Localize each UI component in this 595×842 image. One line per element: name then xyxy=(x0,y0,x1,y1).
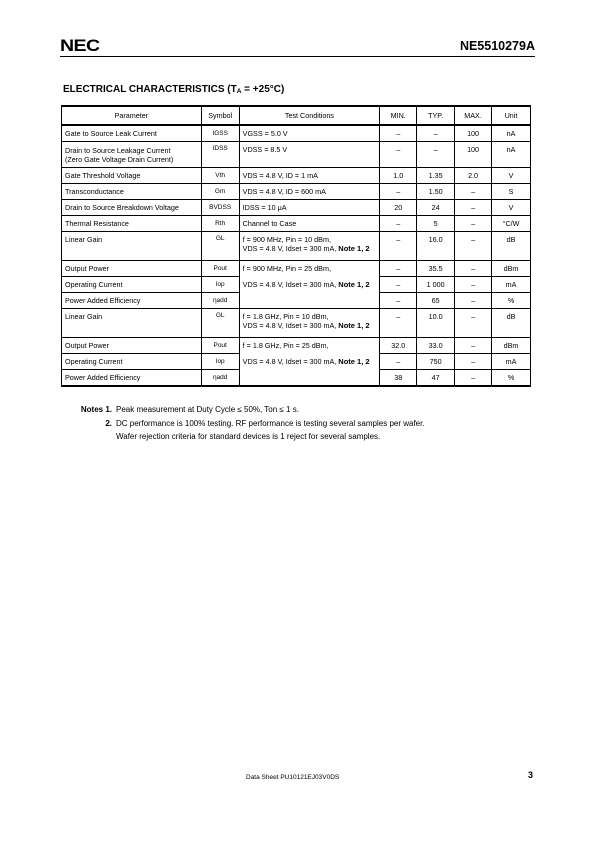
cell-symbol: Gm xyxy=(201,184,239,200)
cell-min: 20 xyxy=(380,200,417,216)
cell-max: – xyxy=(455,370,492,387)
col-header-unit: Unit xyxy=(492,106,531,125)
cell-unit: dB xyxy=(492,309,531,338)
cell-min: – xyxy=(380,293,417,309)
cell-max: 100 xyxy=(455,142,492,168)
note-text: Wafer rejection criteria for standard devices is 1 reject for several samples. xyxy=(116,432,381,441)
col-header-parameter: Parameter xyxy=(62,106,202,125)
table-row xyxy=(62,142,531,168)
cell-min: 1.0 xyxy=(380,168,417,184)
cell-typ: 65 xyxy=(417,293,455,309)
cell-unit: S xyxy=(492,184,531,200)
cell-max: 2.0 xyxy=(455,168,492,184)
part-number: NE5510279A xyxy=(459,39,535,53)
condition-line: VDS = 4.8 V, Idset = 300 mA, Note 1, 2 xyxy=(242,244,370,253)
condition-line: f = 1.8 GHz, Pin = 10 dBm, xyxy=(242,312,329,321)
cell-max: – xyxy=(455,216,492,232)
cell-symbol: Rth xyxy=(201,216,239,232)
cell-conditions: VDS = 4.8 V, Idset = 300 mA, Note 1, 2 xyxy=(239,277,380,293)
cell-parameter: Gate Threshold Voltage xyxy=(62,168,202,184)
cell-typ: 10.0 xyxy=(417,309,455,338)
cell-max: – xyxy=(455,277,492,293)
cell-conditions: IDSS = 10 μA xyxy=(239,200,380,216)
cell-parameter: Power Added Efficiency xyxy=(62,370,202,387)
cell-symbol: IGSS xyxy=(201,125,239,142)
cell-parameter: Drain to Source Breakdown Voltage xyxy=(62,200,202,216)
cell-conditions: VGSS = 5.0 V xyxy=(239,125,380,142)
cell-conditions xyxy=(239,370,380,387)
cell-min: – xyxy=(380,216,417,232)
cell-conditions: f = 900 MHz, Pin = 25 dBm, xyxy=(239,261,380,277)
cell-parameter: Gate to Source Leak Current xyxy=(62,125,202,142)
parameter-line: Drain to Source Leakage Current xyxy=(65,145,171,155)
cell-symbol: IDSS xyxy=(201,142,239,168)
table-row xyxy=(62,309,531,338)
table-header-row xyxy=(62,106,531,125)
cell-max: – xyxy=(455,338,492,354)
cell-typ: – xyxy=(417,125,455,142)
cell-conditions: f = 1.8 GHz, Pin = 25 dBm, xyxy=(239,338,380,354)
cell-typ: 33.0 xyxy=(417,338,455,354)
cell-unit: dB xyxy=(492,232,531,261)
note-item xyxy=(72,417,425,431)
note-label xyxy=(72,430,116,444)
cell-min: – xyxy=(380,309,417,338)
cell-max: – xyxy=(455,261,492,277)
cell-unit: °C/W xyxy=(492,216,531,232)
cell-conditions: VDS = 4.8 V, ID = 600 mA xyxy=(239,184,380,200)
cell-symbol: Pout xyxy=(201,261,239,277)
cell-max: – xyxy=(455,184,492,200)
col-header-min: MIN. xyxy=(380,106,417,125)
cell-typ: 1 000 xyxy=(417,277,455,293)
cell-max: – xyxy=(455,309,492,338)
cell-unit: nA xyxy=(492,142,531,168)
table-row xyxy=(62,200,531,216)
cell-symbol: GL xyxy=(201,232,239,261)
cell-typ: 47 xyxy=(417,370,455,387)
table-row xyxy=(62,184,531,200)
cell-unit: % xyxy=(492,370,531,387)
cell-parameter: Thermal Resistance xyxy=(62,216,202,232)
note-label: 2. xyxy=(105,418,112,428)
cell-symbol: GL xyxy=(201,309,239,338)
header-divider xyxy=(60,56,535,57)
cell-typ: 5 xyxy=(417,216,455,232)
col-header-typ: TYP. xyxy=(417,106,455,125)
cell-min: – xyxy=(380,142,417,168)
note-reference: Note 1, 2 xyxy=(338,280,370,289)
table-row xyxy=(62,338,531,354)
cell-max: – xyxy=(455,354,492,370)
table-row xyxy=(62,216,531,232)
cell-unit: V xyxy=(492,200,531,216)
cell-max: 100 xyxy=(455,125,492,142)
cell-unit: mA xyxy=(492,354,531,370)
note-reference: Note 1, 2 xyxy=(338,357,370,366)
cell-unit: V xyxy=(492,168,531,184)
section-title: ELECTRICAL CHARACTERISTICS $(T_A = +25^\circ C)$ xyxy=(63,84,285,95)
table-row xyxy=(62,168,531,184)
cell-parameter: Transconductance xyxy=(62,184,202,200)
cell-unit: % xyxy=(492,293,531,309)
cell-parameter: Power Added Efficiency xyxy=(62,293,202,309)
cell-symbol: Vth xyxy=(201,168,239,184)
cell-parameter: Operating Current xyxy=(62,354,202,370)
col-header-test-conditions: Test Conditions xyxy=(239,106,380,125)
table-row xyxy=(62,277,531,293)
note-item xyxy=(72,403,425,417)
cell-min: – xyxy=(380,232,417,261)
condition-line: f = 900 MHz, Pin = 10 dBm, xyxy=(242,235,331,244)
table-row xyxy=(62,370,531,387)
note-reference: Note 1, 2 xyxy=(338,244,370,253)
cell-conditions: Channel to Case xyxy=(239,216,380,232)
table-row xyxy=(62,293,531,309)
cell-min: 32.0 xyxy=(380,338,417,354)
cell-typ: 24 xyxy=(417,200,455,216)
cell-unit: nA xyxy=(492,125,531,142)
table-row xyxy=(62,354,531,370)
cell-typ: 1.50 xyxy=(417,184,455,200)
cell-conditions xyxy=(239,293,380,309)
parameter-line: (Zero Gate Voltage Drain Current) xyxy=(65,154,174,164)
cell-min: 38 xyxy=(380,370,417,387)
note-text: DC performance is 100% testing. RF performance is testing several samples per wafer. xyxy=(116,418,425,428)
notes-block xyxy=(72,403,425,444)
cell-symbol: Pout xyxy=(201,338,239,354)
note-label: Notes 1. xyxy=(80,405,112,414)
cell-typ: 750 xyxy=(417,354,455,370)
cell-parameter: Linear Gain xyxy=(62,309,202,338)
cell-parameter: Linear Gain xyxy=(62,232,202,261)
cell-parameter: Output Power xyxy=(62,261,202,277)
cell-min: – xyxy=(380,184,417,200)
cell-min: – xyxy=(380,261,417,277)
cell-unit: dBm xyxy=(492,261,531,277)
page-number: 3 xyxy=(527,770,533,780)
table-row xyxy=(62,125,531,142)
cell-conditions xyxy=(239,309,380,338)
cell-conditions: VDS = 4.8 V, Idset = 300 mA, Note 1, 2 xyxy=(239,354,380,370)
nec-logo: NEC xyxy=(60,36,100,55)
cell-typ: 16.0 xyxy=(417,232,455,261)
cell-min: – xyxy=(380,125,417,142)
table-row xyxy=(62,261,531,277)
note-item xyxy=(72,430,425,444)
cell-conditions: VDSS = 8.5 V xyxy=(239,142,380,168)
cell-symbol: ηadd xyxy=(201,293,239,309)
cell-min: – xyxy=(380,354,417,370)
cell-max: – xyxy=(455,232,492,261)
cell-symbol: BVDSS xyxy=(201,200,239,216)
cell-typ: 1.35 xyxy=(417,168,455,184)
cell-symbol: Iop xyxy=(201,277,239,293)
footer-document-id: Data Sheet PU10121EJ03V0DS xyxy=(246,774,340,781)
col-header-max: MAX. xyxy=(455,106,492,125)
cell-unit: mA xyxy=(492,277,531,293)
cell-parameter: Output Power xyxy=(62,338,202,354)
cell-typ: 35.5 xyxy=(417,261,455,277)
table-row xyxy=(62,232,531,261)
note-text: Peak measurement at Duty Cycle ≤ 50%, Ton ≤ 1 s. xyxy=(116,405,299,414)
cell-unit: dBm xyxy=(492,338,531,354)
note-reference: Note 1, 2 xyxy=(338,321,370,330)
cell-symbol: ηadd xyxy=(201,370,239,387)
cell-parameter: Operating Current xyxy=(62,277,202,293)
cell-conditions: VDS = 4.8 V, ID = 1 mA xyxy=(239,168,380,184)
cell-parameter xyxy=(62,142,202,168)
condition-line: VDS = 4.8 V, Idset = 300 mA, Note 1, 2 xyxy=(242,321,370,330)
electrical-characteristics-table xyxy=(61,105,531,387)
cell-max: – xyxy=(455,293,492,309)
col-header-symbol: Symbol xyxy=(201,106,239,125)
cell-typ: – xyxy=(417,142,455,168)
cell-conditions xyxy=(239,232,380,261)
cell-symbol: Iop xyxy=(201,354,239,370)
cell-min: – xyxy=(380,277,417,293)
cell-max: – xyxy=(455,200,492,216)
